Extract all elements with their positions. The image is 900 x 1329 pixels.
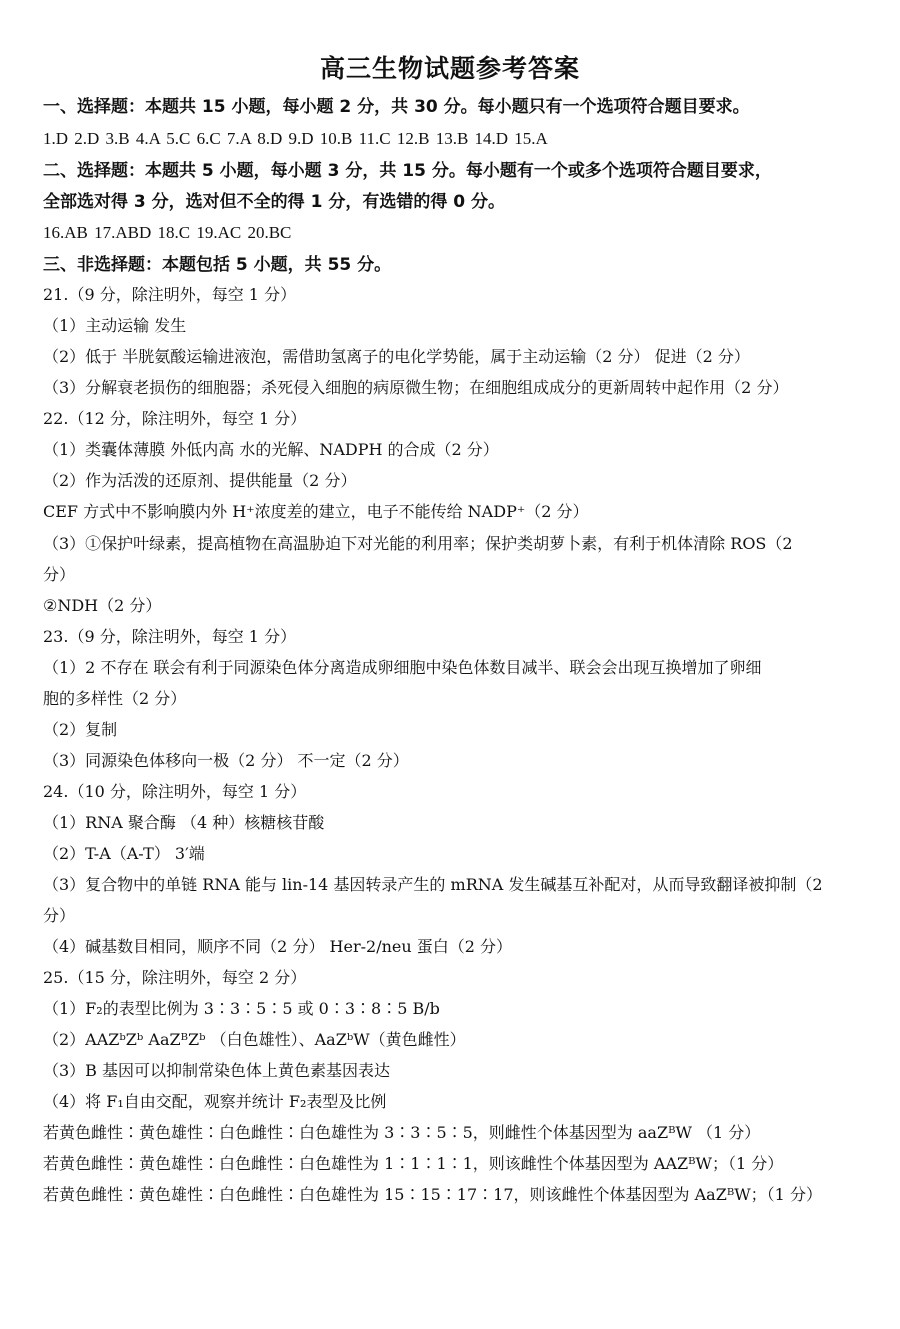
page-title: 高三生物试题参考答案 — [319, 54, 580, 83]
q25-case3: 若黄色雌性∶黄色雄性∶白色雌性∶白色雄性为 15∶15∶17∶17，则该雌性个体基因型为 AaZᴮW；（1 分） — [43, 1185, 822, 1204]
q24-part3: （3）复合物中的单链 RNA 能与 lin-14 基因转录产生的 mRNA 发生碱基互补配对，从而导致翻译被抑制（2 — [43, 875, 823, 894]
answer-row-16-20: 16.AB 17.ABD 18.C 19.AC 20.BC — [43, 223, 292, 242]
q25-part4: （4）将 F₁自由交配，观察并统计 F₂表型及比例 — [43, 1092, 387, 1111]
q22-part3-cont: 分） — [43, 565, 76, 584]
section-heading-2: 二、选择题：本题共 5 小题，每小题 3 分，共 15 分。每小题有一个或多个选项符合题目要求， — [43, 161, 772, 181]
q24-part1: （1）RNA 聚合酶 （4 种）核糖核苷酸 — [43, 813, 325, 832]
q22-part3: （3）①保护叶绿素，提高植物在高温胁迫下对光能的利用率；保护类胡萝卜素，有利于机体清除 ROS（2 — [43, 534, 793, 553]
q23-part3: （3）同源染色体移向一极（2 分） 不一定（2 分） — [43, 751, 409, 770]
q21-part1: （1）主动运输 发生 — [43, 316, 187, 335]
q21-part2: （2）低于 半胱氨酸运输进液泡，需借助氢离子的电化学势能，属于主动运输（2 分） 促进（2 分） — [43, 347, 750, 366]
section-heading-2-cont: 全部选对得 3 分，选对但不全的得 1 分，有选错的得 0 分。 — [43, 192, 505, 212]
q25-part2: （2）AAZᵇZᵇ AaZᴮZᵇ （白色雄性）、AaZᵇW（黄色雌性） — [43, 1030, 466, 1049]
answer-row-1-15: 1.D 2.D 3.B 4.A 5.C 6.C 7.A 8.D 9.D 10.B 11.C 12.B 13.B 14.D 15.A — [43, 129, 548, 148]
q21-part3: （3）分解衰老损伤的细胞器；杀死侵入细胞的病原微生物；在细胞组成成分的更新周转中起作用（2 分） — [43, 378, 789, 397]
q24-part2: （2）T-A（A-T） 3′端 — [43, 844, 205, 863]
section-heading-3: 三、非选择题：本题包括 5 小题，共 55 分。 — [43, 255, 392, 275]
q23-part1: （1）2 不存在 联会有利于同源染色体分离造成卵细胞中染色体数目减半、联会会出现互换增加了卵细 — [43, 658, 762, 677]
q24-part3-cont: 分） — [43, 906, 76, 925]
q22-header: 22.（12 分，除注明外，每空 1 分） — [43, 409, 307, 428]
q23-part1-cont: 胞的多样性（2 分） — [43, 689, 187, 708]
q24-header: 24.（10 分，除注明外，每空 1 分） — [43, 782, 307, 801]
q24-part4: （4）碱基数目相同，顺序不同（2 分） Her-2/neu 蛋白（2 分） — [43, 937, 513, 956]
q22-part2-cont: CEF 方式中不影响膜内外 H⁺浓度差的建立，电子不能传给 NADP⁺（2 分） — [43, 502, 589, 521]
q22-part1: （1）类囊体薄膜 外低内高 水的光解、NADPH 的合成（2 分） — [43, 440, 499, 459]
q25-part1: （1）F₂的表型比例为 3∶3∶5∶5 或 0∶3∶8∶5 B/b — [43, 999, 440, 1018]
q25-part3: （3）B 基因可以抑制常染色体上黄色素基因表达 — [43, 1061, 391, 1080]
q25-case2: 若黄色雌性∶黄色雄性∶白色雌性∶白色雄性为 1∶1∶1∶1，则该雌性个体基因型为 AAZᴮW；（1 分） — [43, 1154, 784, 1173]
q22-part3-item2: ②NDH（2 分） — [43, 596, 162, 615]
q21-header: 21.（9 分，除注明外，每空 1 分） — [43, 285, 297, 304]
q23-header: 23.（9 分，除注明外，每空 1 分） — [43, 627, 297, 646]
q25-header: 25.（15 分，除注明外，每空 2 分） — [43, 968, 307, 987]
q23-part2: （2）复制 — [43, 720, 118, 739]
section-heading-1: 一、选择题：本题共 15 小题，每小题 2 分，共 30 分。每小题只有一个选项符合题目要求。 — [43, 97, 750, 117]
q25-case1: 若黄色雌性∶黄色雄性∶白色雌性∶白色雄性为 3∶3∶5∶5，则雌性个体基因型为 aaZᴮW （1 分） — [43, 1123, 761, 1142]
q22-part2: （2）作为活泼的还原剂、提供能量（2 分） — [43, 471, 357, 490]
